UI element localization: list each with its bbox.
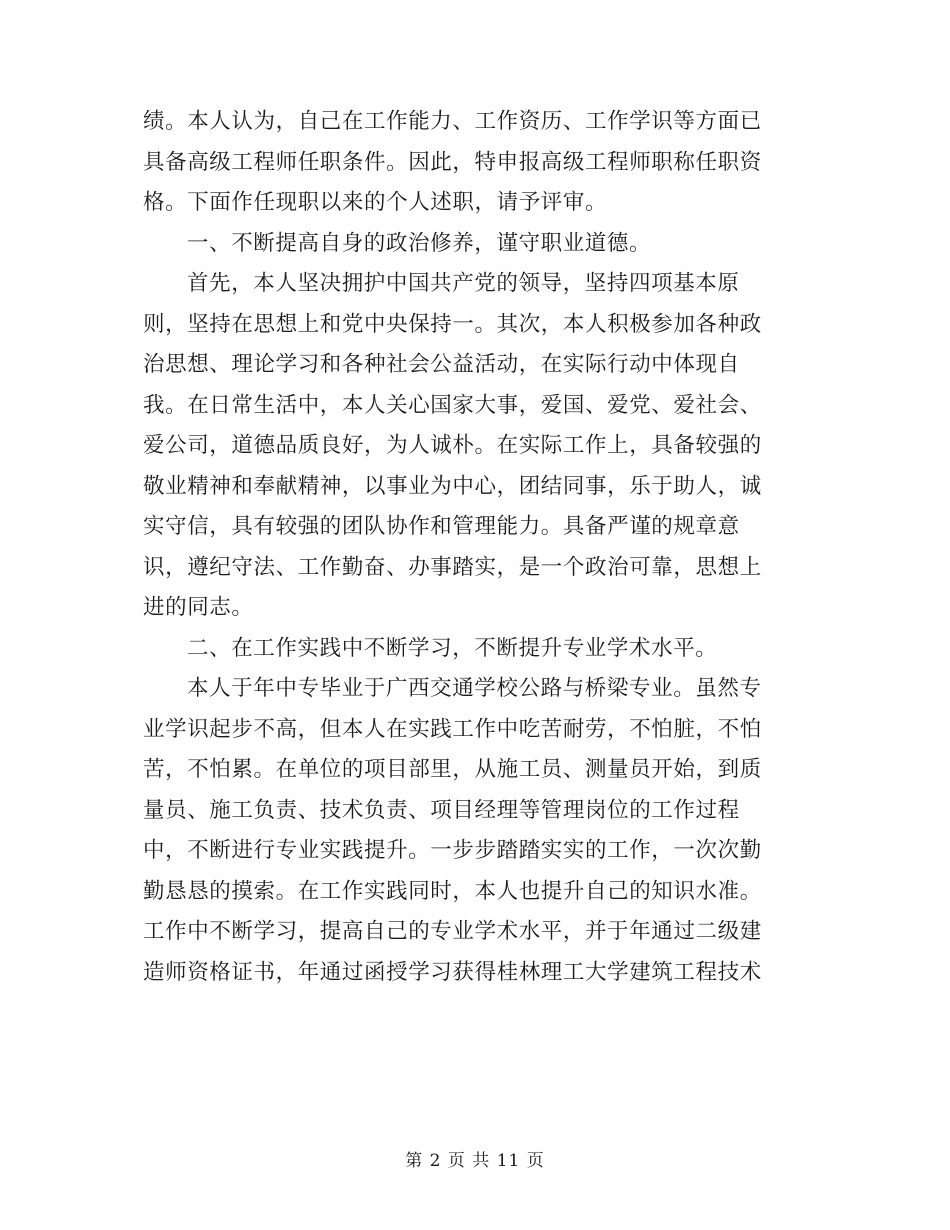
text-line: 则，坚持在思想上和党中央保持一。其次，本人积极参加各种政 [143, 311, 762, 337]
text-line: 业学识起步不高，但本人在实践工作中吃苦耐劳，不怕脏，不怕 [143, 716, 762, 742]
paragraph-start: 首先，本人坚决拥护中国共产党的领导，坚持四项基本原 [187, 271, 740, 296]
text-line: 苦，不怕累。在单位的项目部里，从施工员、测量员开始，到质 [143, 757, 762, 782]
text-line: 治思想、理论学习和各种社会公益活动，在实际行动中体现自 [143, 352, 740, 377]
text-line: 我。在日常生活中，本人关心国家大事，爱国、爱党、爱社会、 [143, 392, 762, 418]
text-line: 具备高级工程师任职条件。因此，特申报高级工程师职称任职资 [143, 149, 762, 175]
text-line: 实守信，具有较强的团队协作和管理能力。具备严谨的规章意 [143, 514, 740, 539]
text-line: 工作中不断学习，提高自己的专业学术水平，并于年通过二级建 [143, 919, 762, 944]
text-line: 格。下面作任现职以来的个人述职，请予评审。 [143, 190, 608, 215]
paragraph-start: 本人于年中专毕业于广西交通学校公路与桥梁专业。虽然专 [187, 676, 762, 701]
document-body [143, 102, 795, 993]
text-line: 爱公司，道德品质良好，为人诚朴。在实际工作上，具备较强的 [143, 433, 762, 458]
text-line: 勤恳恳的摸索。在工作实践同时，本人也提升自己的知识水准。 [143, 878, 762, 904]
text-line: 敬业精神和奉献精神，以事业为中心，团结同事，乐于助人，诚 [143, 473, 762, 499]
page-number-footer: 第 2 页 共 11 页 [405, 1151, 545, 1171]
section-heading-2: 二、在工作实践中不断学习，不断提升专业学术水平。 [187, 635, 718, 661]
text-line: 中，不断进行专业实践提升。一步步踏踏实实的工作，一次次勤 [143, 838, 762, 863]
text-line: 量员、施工负责、技术负责、项目经理等管理岗位的工作过程 [143, 797, 740, 823]
text-line: 绩。本人认为，自己在工作能力、工作资历、工作学识等方面已 [143, 109, 762, 134]
text-line: 识，遵纪守法、工作勤奋、办事踏实，是一个政治可靠，思想上 [143, 554, 762, 580]
text-line: 进的同志。 [143, 595, 254, 620]
section-heading-1: 一、不断提高自身的政治修养，谨守职业道德。 [187, 230, 652, 256]
text-line: 造师资格证书，年通过函授学习获得桂林理工大学建筑工程技术 [143, 959, 762, 985]
